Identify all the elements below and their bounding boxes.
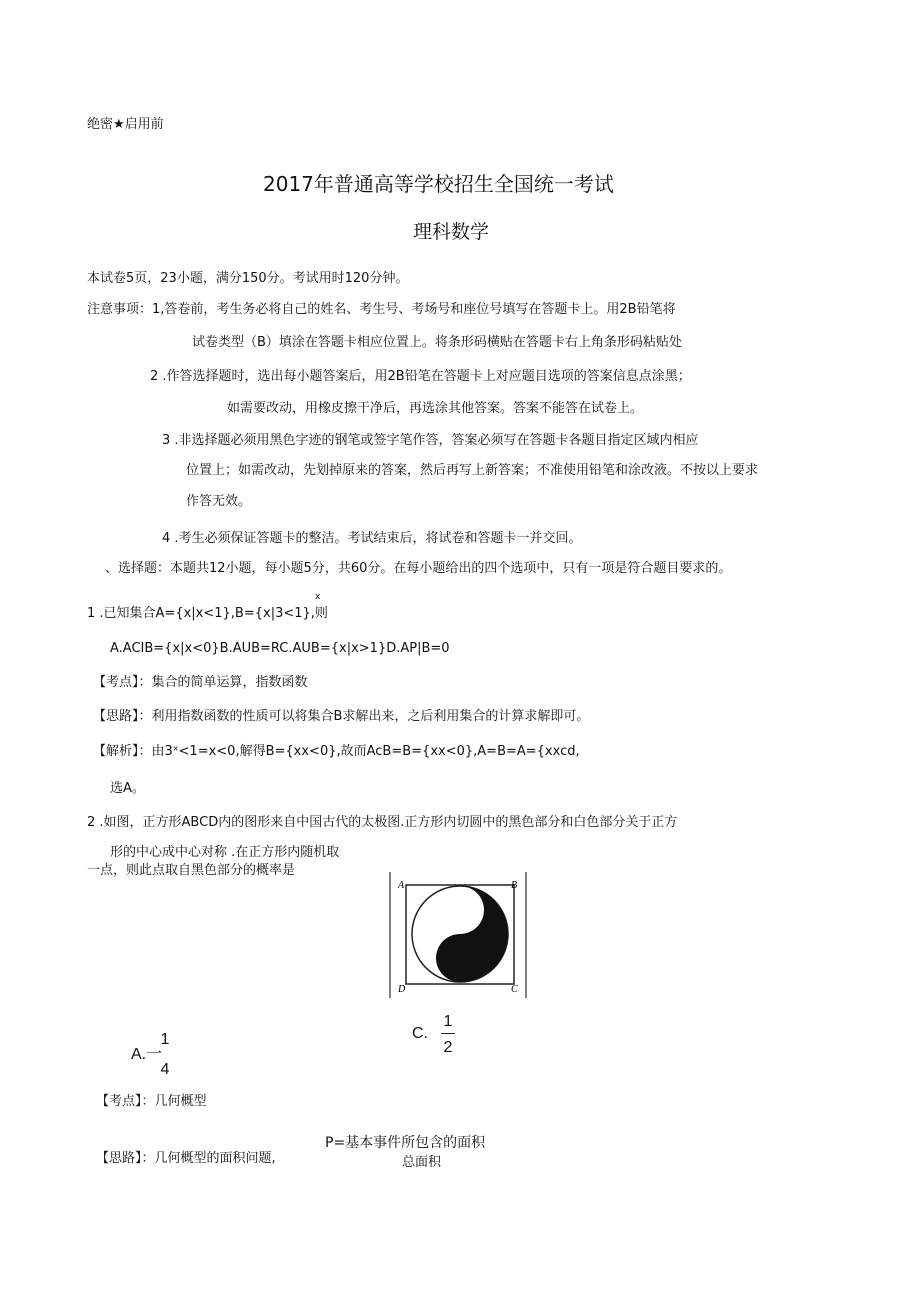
subject-title: 理科数学	[413, 221, 490, 243]
q2-option-a-label: A.一	[131, 1046, 163, 1063]
q2-option-c-numerator: 1	[443, 1013, 453, 1030]
q1-silu: 【思路】：利用指数函数的性质可以将集合B求解出来，之后利用集合的计算求解即可。	[93, 709, 590, 724]
q1-answer: 选A。	[110, 781, 145, 796]
section-1-heading: 、选择题：本题共12小题，每小题5分，共60分。在每小题给出的四个选项中，只有一项是符合题目要求的。	[105, 561, 732, 576]
note-2-line-1: 2 .作答选择题时，选出每小题答案后，用2B铅笔在答题卡上对应题目选项的答案信息点涂黑；	[150, 369, 691, 384]
q2-option-a-denominator: 4	[160, 1061, 170, 1078]
intro-text: 本试卷5页，23小题，满分150分。考试用时120分钟。	[87, 271, 409, 286]
label-b: B	[511, 880, 518, 891]
q2-option-c-fraction-bar	[441, 1033, 455, 1034]
note-1-line-1: 注意事项：1,答卷前，考生务必将自己的姓名、考生号、考场号和座位号填写在答题卡上。用2B铅笔将	[87, 302, 676, 317]
taiji-figure	[387, 872, 529, 1000]
q1-jiexi: 【解析】：由3ˣ<1=x<0,解得B={xx<0},故而AcB=B={xx<0},A=B=A={xxcd,	[93, 744, 580, 759]
q2-silu: 【思路】：几何概型的面积问题,	[96, 1151, 276, 1166]
note-2-line-2: 如需要改动，用橡皮擦干净后，再选涂其他答案。答案不能答在试卷上。	[227, 401, 644, 416]
q2-formula-denominator: 总面积	[402, 1155, 442, 1170]
q2-stem-line-3: 一点，则此点取自黑色部分的概率是	[87, 863, 296, 878]
q2-stem-line-2: 形的中心成中心对称 .在正方形内随机取	[110, 845, 340, 860]
label-a: A	[398, 880, 405, 891]
secret-mark: 绝密★启用前	[87, 117, 164, 132]
q2-formula-numerator: P=基本事件所包含的面积	[325, 1135, 486, 1151]
q1-kaodian: 【考点】：集合的简单运算，指数函数	[93, 675, 308, 690]
q2-option-a-numerator: 1	[160, 1031, 170, 1048]
q1-superscript: x	[315, 592, 321, 602]
q2-option-c-denominator: 2	[443, 1039, 453, 1056]
label-c: C	[511, 984, 518, 995]
q2-kaodian: 【考点】：几何概型	[96, 1094, 207, 1109]
label-d: D	[398, 984, 406, 995]
note-4-line-1: 4 .考生必须保证答题卡的整洁。考试结束后，将试卷和答题卡一并交回。	[162, 531, 582, 546]
exam-title: 2017年普通高等学校招生全国统一考试	[263, 172, 614, 196]
q2-option-c-label: C.	[412, 1025, 428, 1042]
note-3-line-2: 位置上；如需改动，先划掉原来的答案，然后再写上新答案；不准使用铅笔和涂改液。不按以上要求	[186, 463, 759, 478]
note-1-line-2: 试卷类型（B）填涂在答题卡相应位置上。将条形码横贴在答题卡右上角条形码粘贴处	[192, 335, 682, 350]
note-3-line-3: 作答无效。	[186, 494, 252, 509]
q2-stem-line-1: 2 .如图，正方形ABCD内的图形来自中国古代的太极图.正方形内切圆中的黑色部分和白色部分关于正方	[87, 815, 678, 830]
black-dot	[455, 953, 465, 963]
q1-options: A.ACIB={x|x<0}B.AUB=RC.AUB={x|x>1}D.AP|B=0	[110, 641, 450, 656]
q1-stem: 1 .已知集合A={x|x<1},B={x|3<1},则	[87, 606, 328, 621]
white-dot	[455, 905, 465, 915]
note-3-line-1: 3 .非选择题必须用黑色字迹的钢笔或签字笔作答，答案必须写在答题卡各题目指定区域内相应	[162, 433, 699, 448]
